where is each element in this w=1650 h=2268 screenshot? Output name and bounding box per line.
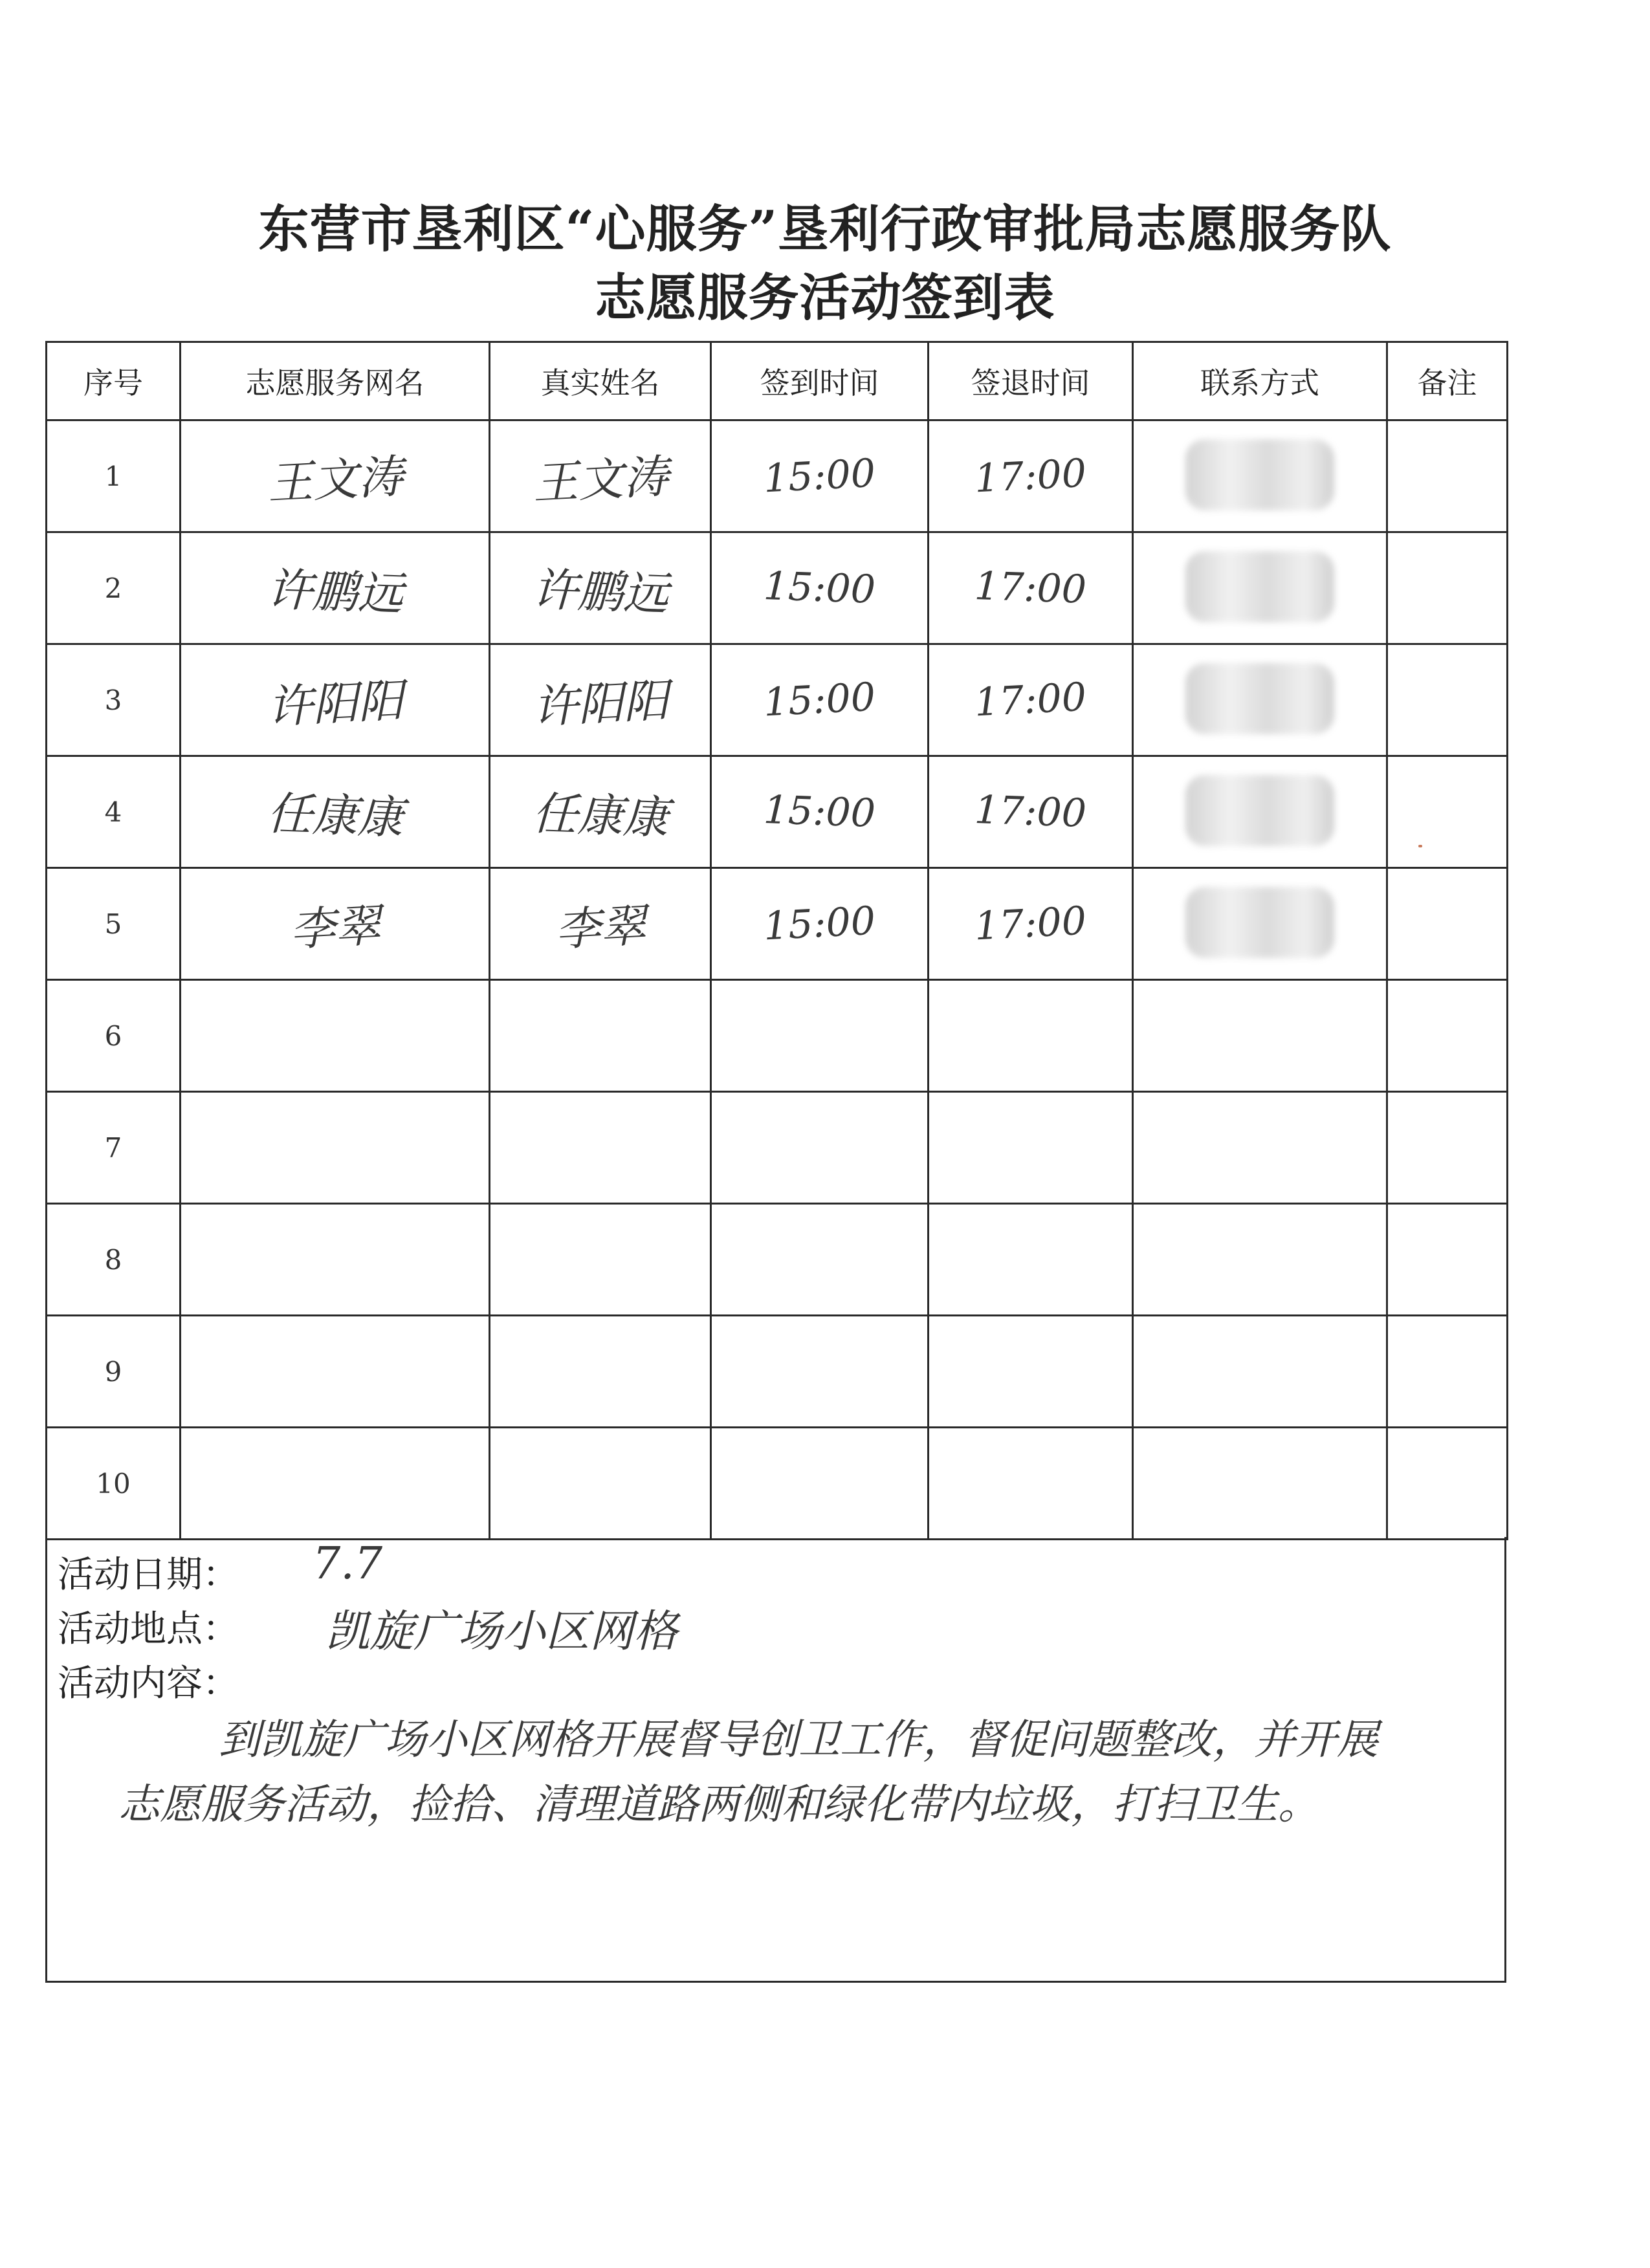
cell-real-name: [490, 980, 711, 1092]
cell-net-name: [181, 1204, 490, 1316]
handwritten-net-name: 王文涛: [265, 450, 404, 510]
cell-sign-out: [929, 1428, 1133, 1540]
cell-sign-out: [929, 1204, 1133, 1316]
header-net-name: 志愿服务网名: [181, 342, 490, 420]
cell-real-name: [490, 1092, 711, 1204]
header-sign-in: 签到时间: [711, 342, 929, 420]
table-row: [47, 420, 1508, 532]
page-title: 东营市垦利区“心服务”垦利行政审批局志愿服务队: [258, 200, 1392, 259]
cell-contact: [1133, 980, 1387, 1092]
handwritten-real-name: 王文涛: [531, 450, 670, 510]
cell-net-name: [181, 532, 490, 644]
table-header-row: [47, 342, 1508, 420]
table-row: [47, 1428, 1508, 1540]
handwritten-sign-in: 15:00: [762, 898, 877, 950]
cell-sign-out: [929, 980, 1133, 1092]
scan-speck: [1418, 845, 1422, 847]
cell-contact: [1133, 1204, 1387, 1316]
header-note: 备注: [1387, 342, 1508, 420]
cell-index: 7: [47, 1092, 181, 1204]
table-row: [47, 756, 1508, 868]
handwritten-sign-in: 15:00: [762, 563, 877, 613]
cell-sign-in: [711, 420, 929, 532]
handwritten-sign-out: 17:00: [973, 787, 1088, 836]
cell-sign-out: [929, 1316, 1133, 1428]
cell-net-name: [181, 1092, 490, 1204]
cell-sign-out: [929, 1092, 1133, 1204]
activity-content-line-2: 志愿服务活动，捡拾、清理道路两侧和绿化带内垃圾，打扫卫生。: [118, 1781, 1319, 1829]
cell-note: [1387, 756, 1508, 868]
handwritten-sign-in: 15:00: [762, 787, 877, 836]
cell-sign-in: [711, 1316, 929, 1428]
cell-real-name: [490, 756, 711, 868]
table-row: [47, 1204, 1508, 1316]
header-contact: 联系方式: [1133, 342, 1387, 420]
table-row: [47, 980, 1508, 1092]
cell-sign-in: [711, 1204, 929, 1316]
cell-index: 8: [47, 1204, 181, 1316]
cell-net-name: [181, 756, 490, 868]
cell-contact: [1133, 1428, 1387, 1540]
table-row: [47, 868, 1508, 980]
activity-content-label: 活动内容：: [58, 1663, 239, 1705]
cell-contact: [1133, 644, 1387, 756]
cell-net-name: [181, 980, 490, 1092]
cell-sign-in: [711, 1092, 929, 1204]
cell-real-name: [490, 1316, 711, 1428]
handwritten-net-name: 李翠: [288, 898, 382, 957]
cell-sign-in: [711, 1428, 929, 1540]
handwritten-sign-out: 17:00: [973, 674, 1088, 726]
cell-sign-in: [711, 980, 929, 1092]
cell-index: 6: [47, 980, 181, 1092]
header-real-name: 真实姓名: [490, 342, 711, 420]
cell-net-name: [181, 420, 490, 532]
activity-place-label: 活动地点：: [58, 1608, 239, 1650]
redacted-contact: [1185, 887, 1334, 958]
cell-real-name: [490, 1204, 711, 1316]
redacted-contact: [1185, 439, 1334, 510]
cell-contact: [1133, 868, 1387, 980]
handwritten-net-name: 任康康: [265, 786, 404, 845]
cell-index: 10: [47, 1428, 181, 1540]
sign-in-table: [45, 341, 1508, 1540]
header-sign-out: 签退时间: [929, 342, 1133, 420]
cell-net-name: [181, 1316, 490, 1428]
cell-note: [1387, 420, 1508, 532]
cell-note: [1387, 1428, 1508, 1540]
cell-note: [1387, 1204, 1508, 1316]
cell-index: 3: [47, 644, 181, 756]
cell-contact: [1133, 532, 1387, 644]
cell-net-name: [181, 1428, 490, 1540]
cell-note: [1387, 532, 1508, 644]
cell-sign-in: [711, 532, 929, 644]
cell-sign-in: [711, 756, 929, 868]
activity-info: [45, 1537, 1506, 1983]
cell-note: [1387, 868, 1508, 980]
cell-sign-out: [929, 532, 1133, 644]
handwritten-net-name: 许鹏远: [265, 562, 404, 621]
cell-sign-out: [929, 756, 1133, 868]
cell-note: [1387, 644, 1508, 756]
handwritten-real-name: 任康康: [531, 786, 669, 845]
cell-contact: [1133, 420, 1387, 532]
cell-sign-in: [711, 868, 929, 980]
table-row: [47, 644, 1508, 756]
cell-index: 5: [47, 868, 181, 980]
cell-contact: [1133, 1092, 1387, 1204]
activity-date-label: 活动日期：: [58, 1554, 239, 1596]
cell-index: 9: [47, 1316, 181, 1428]
cell-index: 4: [47, 756, 181, 868]
activity-date-value: 7.7: [313, 1538, 383, 1589]
handwritten-sign-in: 15:00: [762, 674, 877, 726]
cell-sign-out: [929, 420, 1133, 532]
handwritten-real-name: 许阳阳: [531, 673, 670, 734]
cell-contact: [1133, 756, 1387, 868]
cell-index: 1: [47, 420, 181, 532]
table-row: [47, 1092, 1508, 1204]
cell-real-name: [490, 420, 711, 532]
handwritten-sign-out: 17:00: [973, 898, 1088, 950]
cell-real-name: [490, 644, 711, 756]
table-row: [47, 532, 1508, 644]
handwritten-sign-out: 17:00: [973, 450, 1088, 502]
cell-note: [1387, 1316, 1508, 1428]
handwritten-sign-out: 17:00: [973, 563, 1088, 613]
cell-contact: [1133, 1316, 1387, 1428]
cell-real-name: [490, 868, 711, 980]
cell-note: [1387, 1092, 1508, 1204]
cell-net-name: [181, 644, 490, 756]
activity-place-value: 凯旋广场小区网格: [325, 1606, 678, 1657]
activity-content-line-1: 到凯旋广场小区网格开展督导创卫工作，督促问题整改，并开展: [219, 1716, 1378, 1764]
cell-real-name: [490, 532, 711, 644]
header-index: 序号: [47, 342, 181, 420]
handwritten-real-name: 许鹏远: [531, 562, 669, 621]
cell-index: 2: [47, 532, 181, 644]
page-subtitle: 志愿服务活动签到表: [595, 268, 1055, 327]
cell-note: [1387, 980, 1508, 1092]
cell-net-name: [181, 868, 490, 980]
redacted-contact: [1185, 663, 1334, 734]
cell-sign-out: [929, 644, 1133, 756]
table-row: [47, 1316, 1508, 1428]
redacted-contact: [1185, 775, 1334, 846]
cell-sign-in: [711, 644, 929, 756]
cell-sign-out: [929, 868, 1133, 980]
redacted-contact: [1185, 551, 1334, 622]
cell-real-name: [490, 1428, 711, 1540]
handwritten-net-name: 许阳阳: [265, 673, 404, 734]
handwritten-real-name: 李翠: [553, 898, 647, 957]
handwritten-sign-in: 15:00: [762, 450, 877, 502]
